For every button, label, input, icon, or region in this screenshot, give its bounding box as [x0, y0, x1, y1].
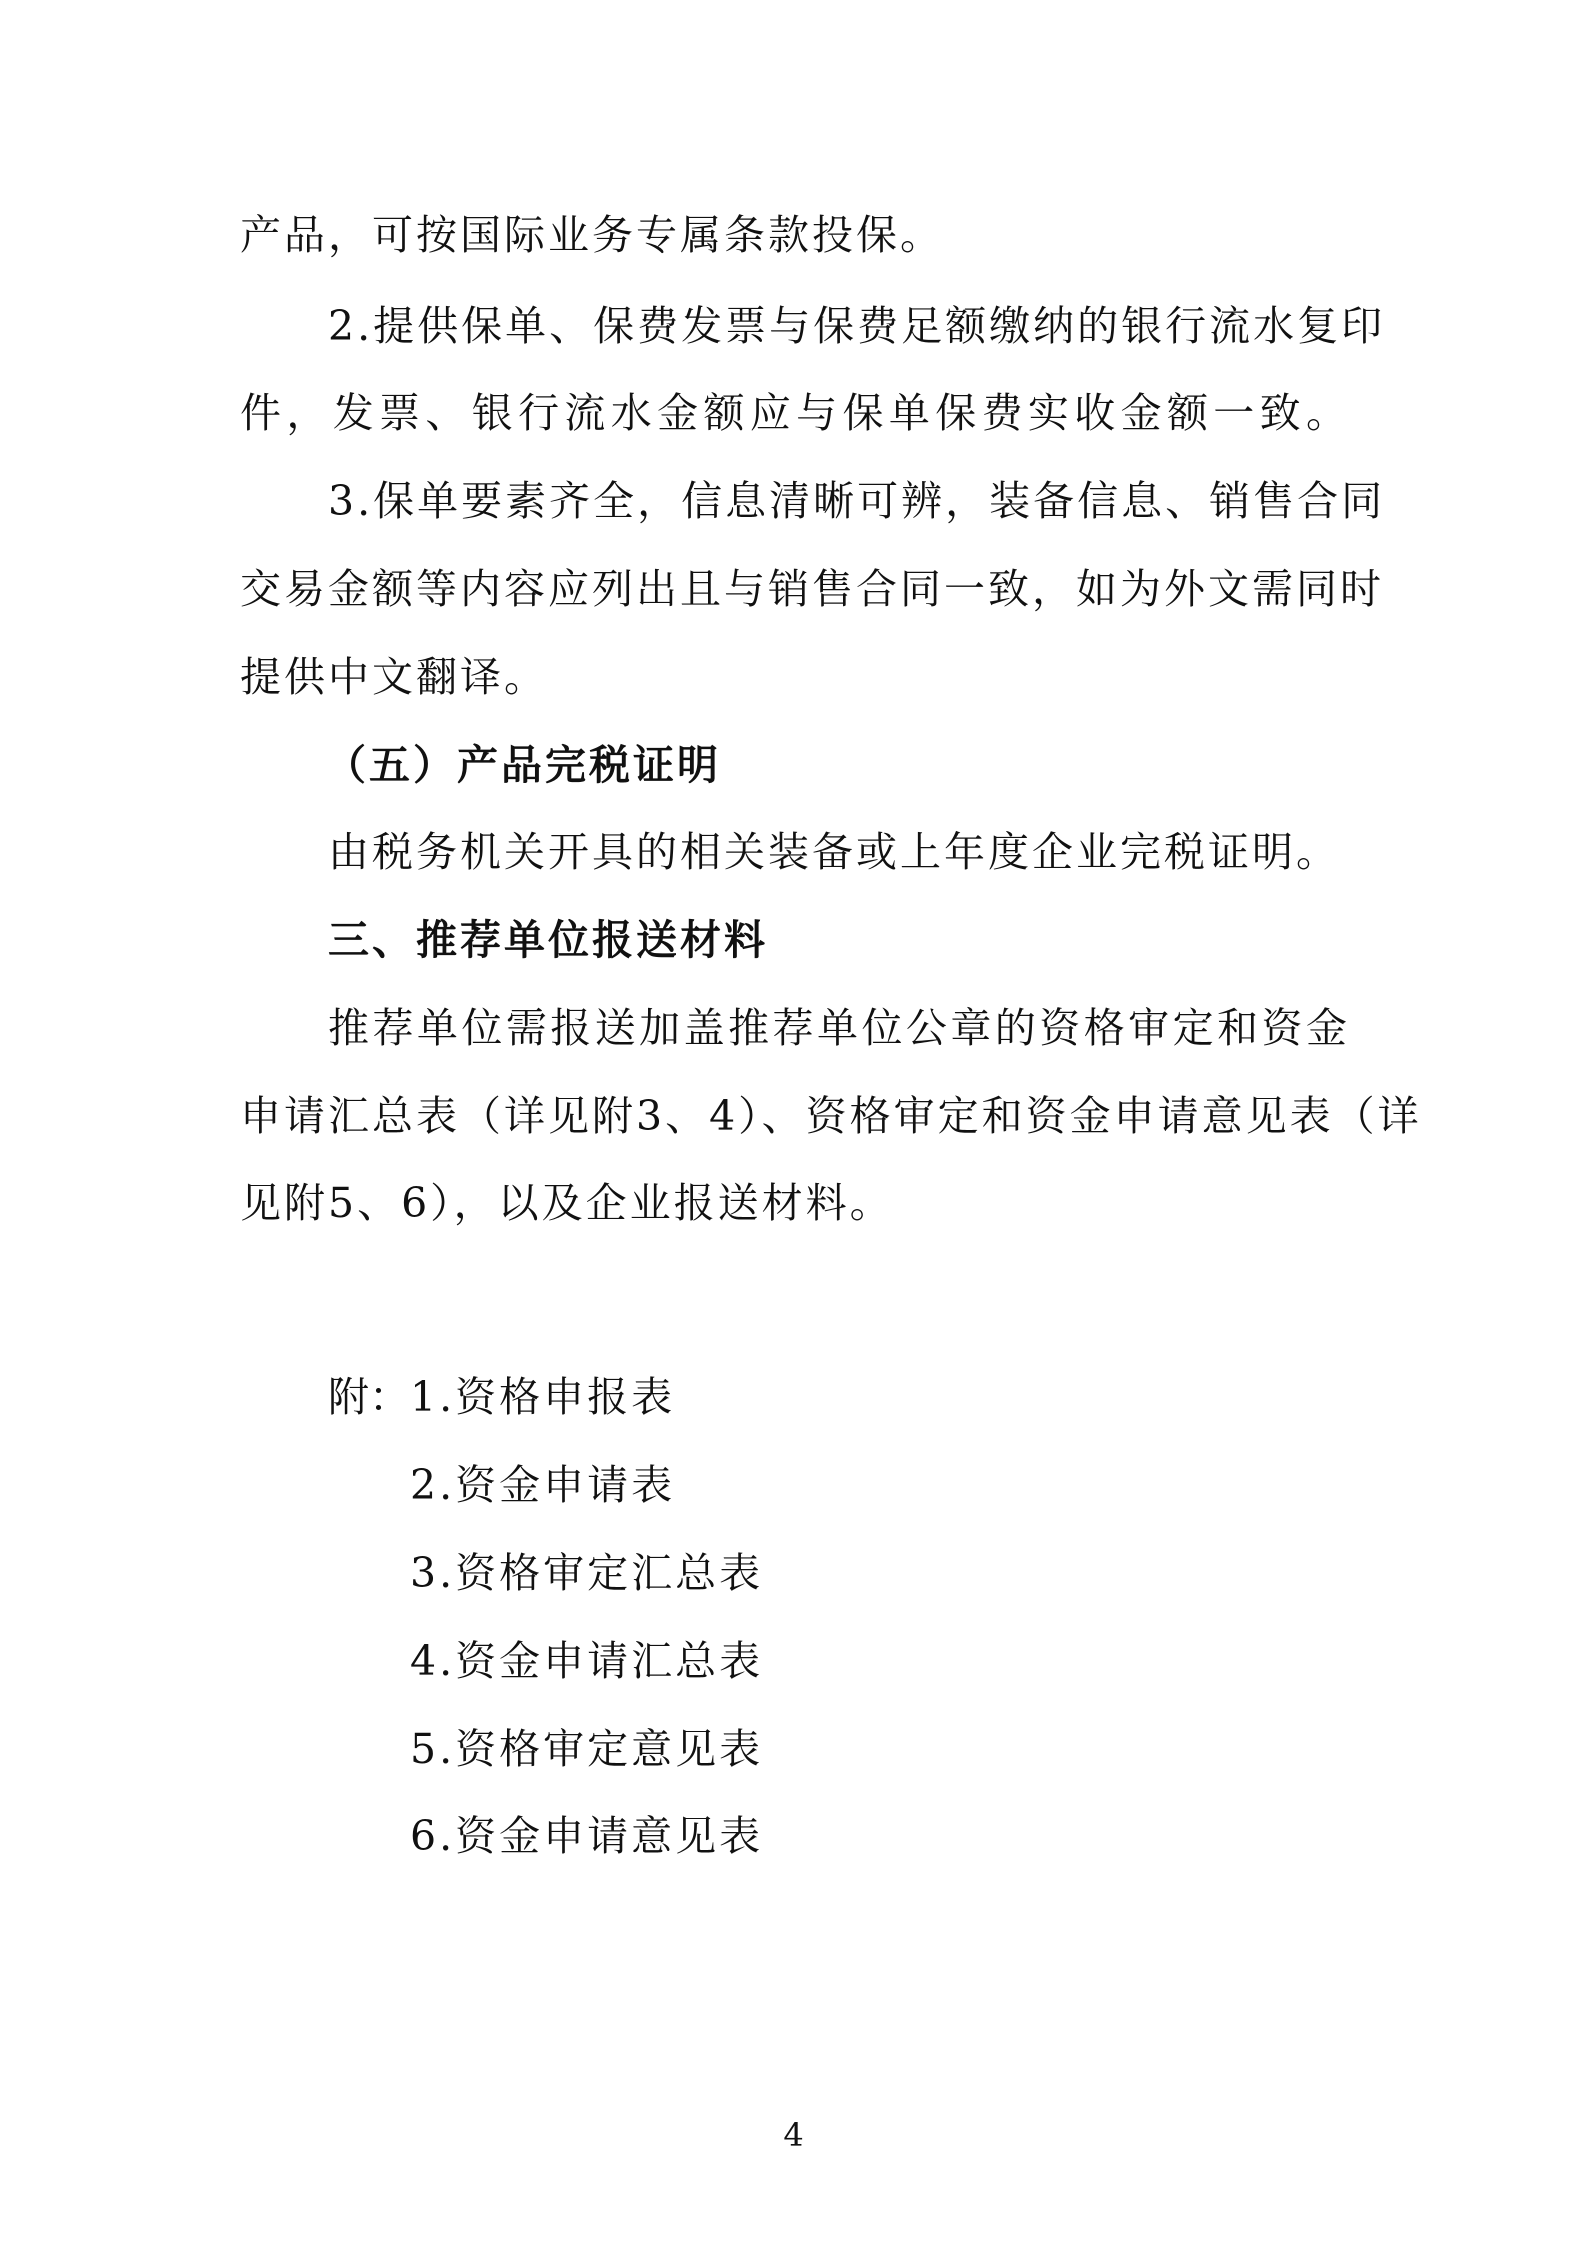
page-number: 4	[783, 2116, 804, 2154]
body-line: 件，发票、银行流水金额应与保单保费实收金额一致。	[240, 389, 1350, 437]
section-line: 见附5、6），以及企业报送材料。	[240, 1179, 894, 1227]
body-line: 提供中文翻译。	[240, 653, 548, 701]
attachments-label: 附：	[328, 1373, 410, 1421]
body-line: 2.提供保单、保费发票与保费足额缴纳的银行流水复印	[328, 302, 1386, 350]
subsection-text: 由税务机关开具的相关装备或上年度企业完税证明。	[328, 828, 1340, 876]
section-line: 推荐单位需报送加盖推荐单位公章的资格审定和资金	[328, 1004, 1350, 1052]
section-line: 申请汇总表（详见附3、4）、资格审定和资金申请意见表（详	[240, 1092, 1422, 1140]
attachment-item: 1.资格申报表	[410, 1373, 676, 1421]
body-line: 3.保单要素齐全，信息清晰可辨，装备信息、销售合同	[328, 477, 1386, 525]
attachment-item: 3.资格审定汇总表	[410, 1549, 764, 1597]
attachment-item: 5.资格审定意见表	[410, 1725, 764, 1773]
section-title: 三、推荐单位报送材料	[328, 916, 768, 964]
attachment-item: 2.资金申请表	[410, 1461, 676, 1509]
body-line: 产品，可按国际业务专属条款投保。	[240, 211, 944, 259]
attachment-item: 4.资金申请汇总表	[410, 1637, 764, 1685]
attachment-item: 6.资金申请意见表	[410, 1812, 764, 1860]
body-line: 交易金额等内容应列出且与销售合同一致，如为外文需同时	[240, 565, 1384, 613]
subsection-title: （五）产品完税证明	[325, 741, 721, 789]
